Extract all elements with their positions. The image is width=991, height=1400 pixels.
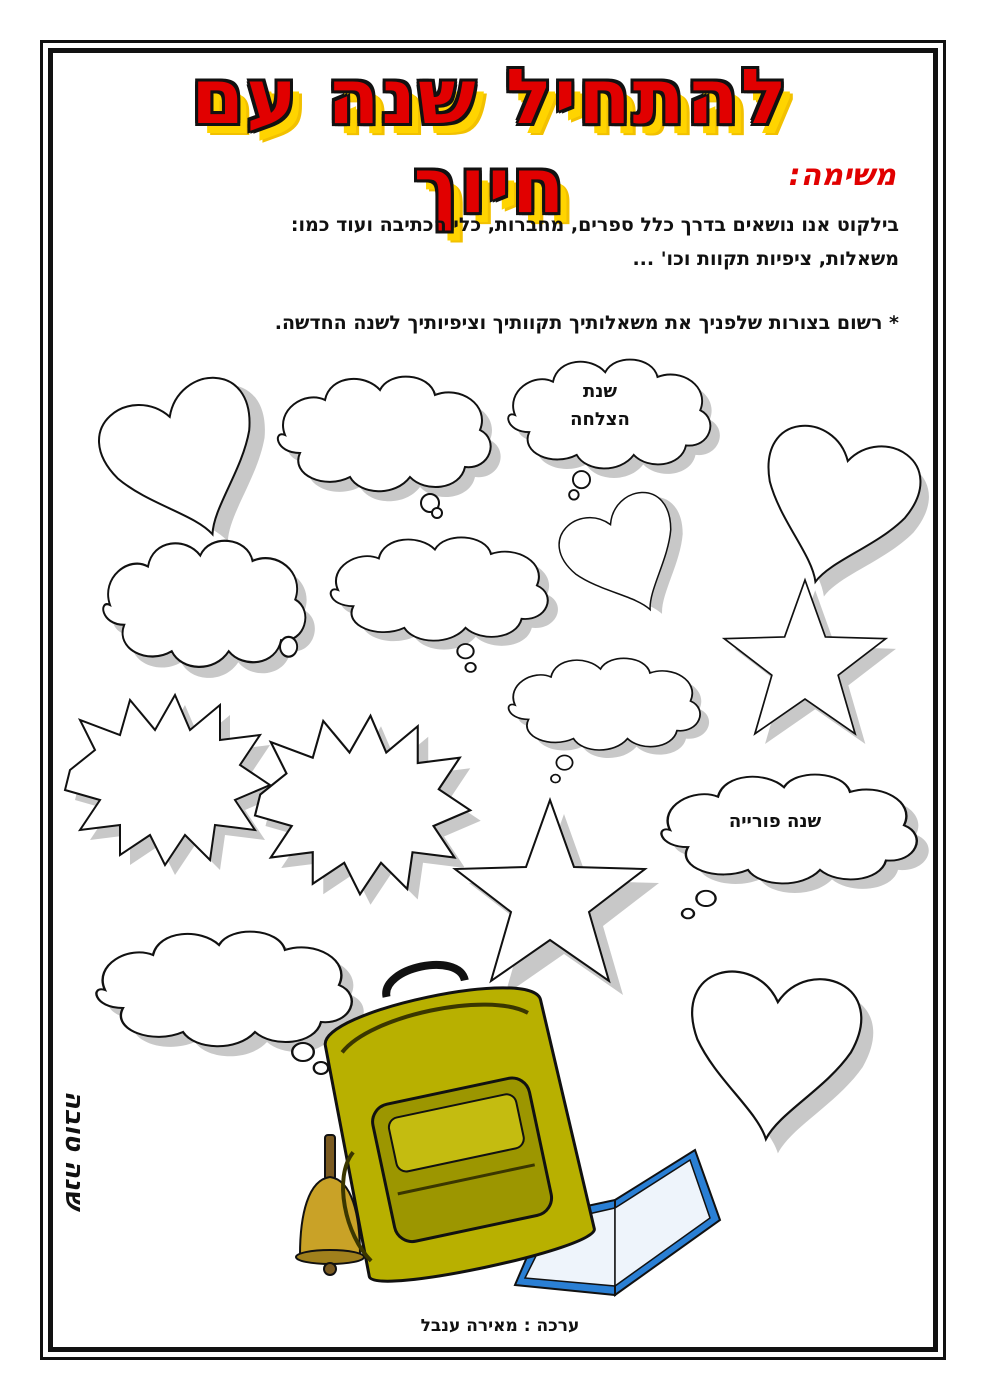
- heart-shape-2[interactable]: [738, 418, 940, 617]
- credit-text: ערכה : מאירה ענבל: [420, 1316, 580, 1336]
- thought-cloud-7[interactable]: [96, 932, 363, 1074]
- success-text-line-1: שנת: [582, 381, 618, 402]
- worksheet-title: להתחיל שנה עם חיוך: [191, 52, 789, 230]
- heart-shape-4[interactable]: [680, 968, 877, 1161]
- success-text-line-2: הצלחה: [570, 409, 630, 430]
- instruction-text: * רשום בצורות שלפניך את משאלותיך תקוותיך וציפיותיך לשנה החדשה.: [274, 312, 899, 334]
- success-cloud-text: [535, 378, 665, 434]
- thought-cloud-5[interactable]: [509, 658, 709, 782]
- burst-shape-2[interactable]: [255, 716, 481, 905]
- thought-cloud-4[interactable]: [331, 537, 558, 671]
- side-signature: שנה טובה: [59, 1090, 89, 1210]
- burst-shape-1[interactable]: [65, 695, 280, 875]
- star-shape-2[interactable]: [455, 800, 659, 995]
- heart-shape-3[interactable]: [550, 480, 714, 642]
- fruitful-cloud-text: שנה פורייה: [728, 811, 822, 832]
- thought-cloud-3[interactable]: [103, 541, 315, 678]
- thought-cloud-1[interactable]: [278, 377, 501, 518]
- intro-line-2: משאלות, ציפיות תקוות וכו' ...: [632, 248, 899, 270]
- signature-container: [0, 0, 89, 1210]
- heart-shape-1[interactable]: [89, 364, 300, 572]
- thought-cloud-6[interactable]: [661, 775, 928, 919]
- star-shape-1[interactable]: [724, 580, 896, 744]
- intro-line-1: בילקוט אנו נושאים בדרך כלל ספרים, מחברות, כלי הכתיבה ועוד כמו:: [290, 214, 899, 236]
- task-label: משימה:: [788, 158, 896, 193]
